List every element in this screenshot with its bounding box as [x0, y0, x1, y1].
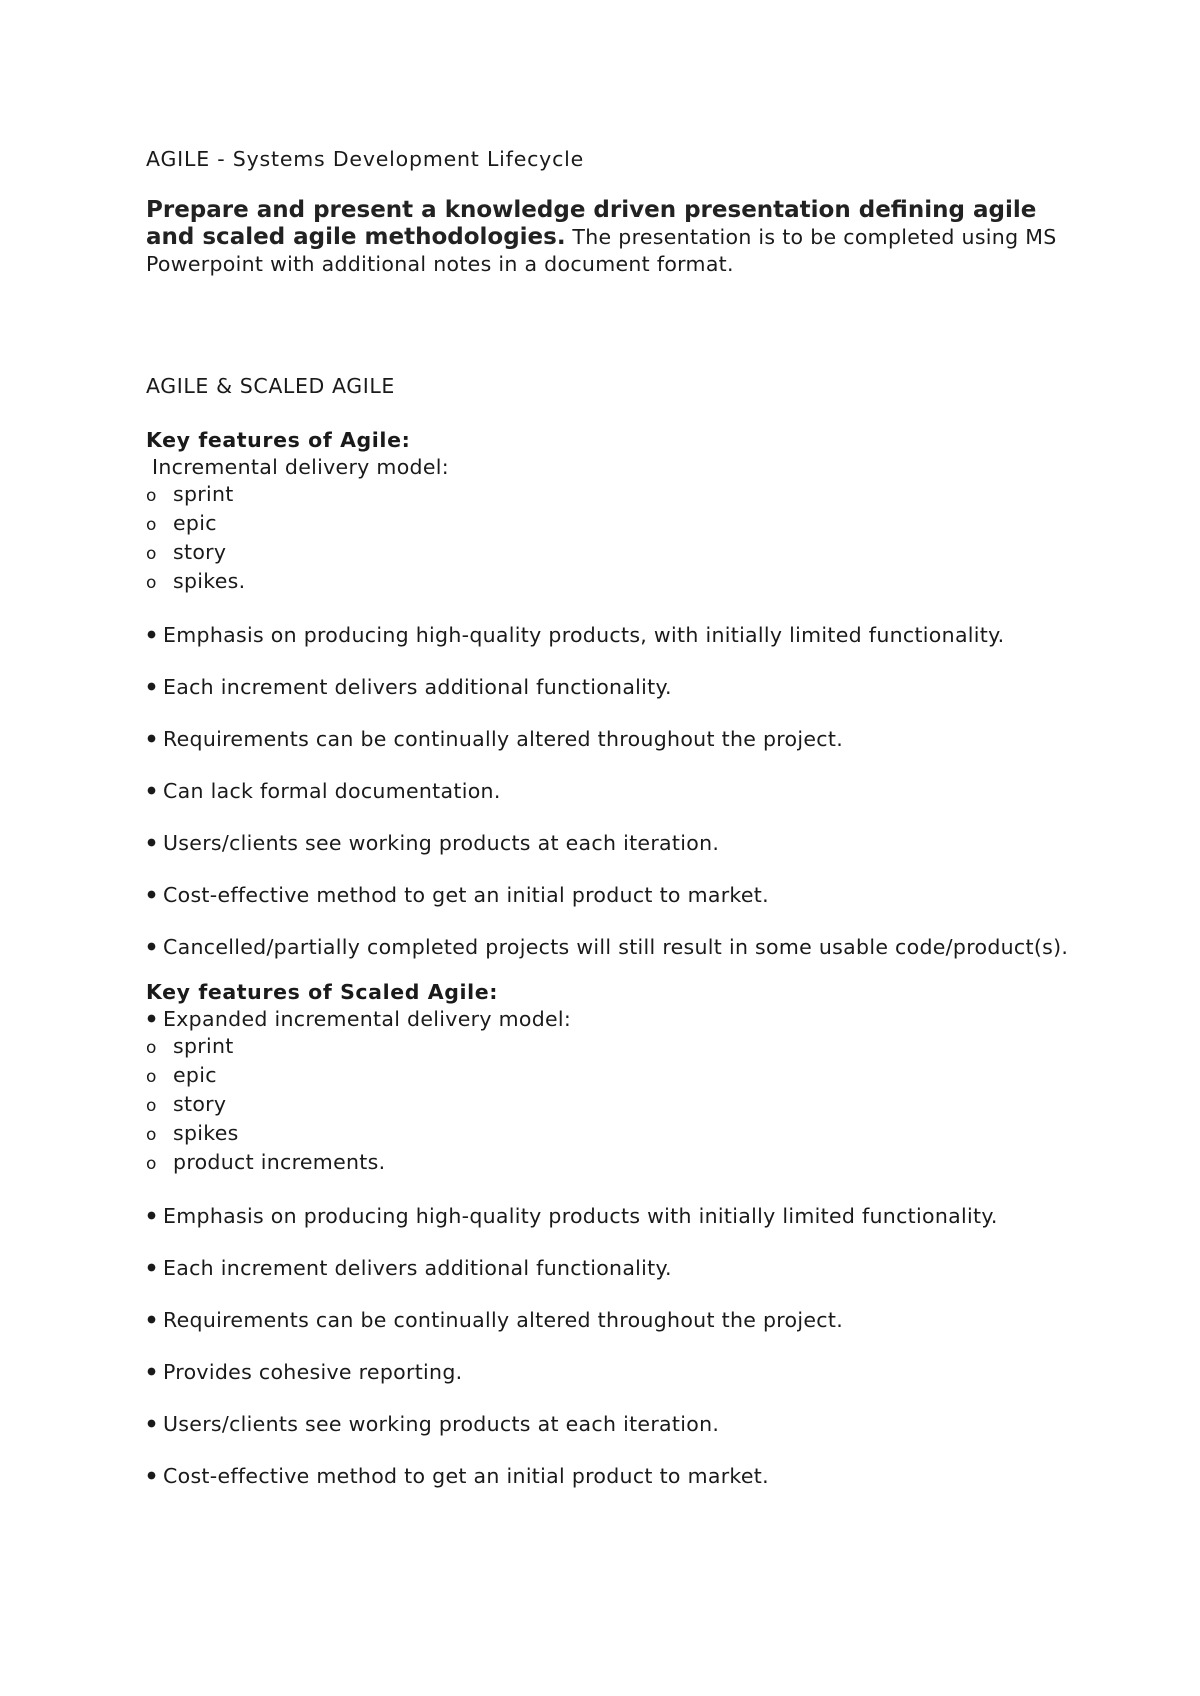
list-item: Each increment delivers additional functionality.	[146, 1255, 1086, 1282]
bullet-icon	[148, 839, 156, 847]
bullet-icon	[148, 1472, 156, 1480]
document-title: AGILE - Systems Development Lifecycle	[146, 147, 585, 171]
scaled-model-line: Expanded incremental delivery model:	[163, 1007, 572, 1031]
list-item: Users/clients see working products at each iteration.	[146, 1411, 1086, 1438]
circle-marker-icon: o	[146, 1125, 157, 1145]
agile-features-list	[146, 622, 1086, 961]
list-item: Emphasis on producing high-quality products with initially limited functionality.	[146, 1203, 1086, 1230]
bullet-icon	[148, 1264, 156, 1272]
list-item: Cancelled/partially completed projects will still result in some usable code/product(s).	[146, 934, 1086, 961]
list-item: Emphasis on producing high-quality products, with initially limited functionality.	[146, 622, 1086, 649]
list-item: Requirements can be continually altered throughout the project.	[146, 726, 1086, 753]
list-item: o story	[146, 539, 1086, 568]
section-title: AGILE & SCALED AGILE	[146, 374, 395, 398]
agile-features-heading: Key features of Agile:	[146, 428, 411, 452]
circle-marker-icon: o	[146, 544, 157, 564]
scaled-features-list	[146, 1203, 1086, 1490]
bullet-icon	[148, 1368, 156, 1376]
bullet-icon	[148, 631, 156, 639]
list-item: o sprint	[146, 1033, 1086, 1062]
circle-marker-icon: o	[146, 573, 157, 593]
list-item: Cost-effective method to get an initial product to market.	[146, 882, 1086, 909]
scaled-features-heading: Key features of Scaled Agile:	[146, 980, 499, 1004]
circle-marker-icon: o	[146, 515, 157, 535]
intro-rest: The presentation is to be completed using MS Powerpoint with additional notes in a document format.	[146, 225, 1057, 276]
bullet-icon	[148, 683, 156, 691]
circle-marker-icon: o	[146, 1096, 157, 1116]
circle-marker-icon: o	[146, 1067, 157, 1087]
circle-marker-icon: o	[146, 1154, 157, 1174]
list-item: o sprint	[146, 481, 1086, 510]
list-item: Provides cohesive reporting.	[146, 1359, 1086, 1386]
list-item: Each increment delivers additional functionality.	[146, 674, 1086, 701]
list-item: o spikes.	[146, 568, 1086, 597]
list-item: o product increments.	[146, 1149, 1086, 1178]
circle-marker-icon: o	[146, 486, 157, 506]
list-item: Cost-effective method to get an initial product to market.	[146, 1463, 1086, 1490]
list-item: Can lack formal documentation.	[146, 778, 1086, 805]
list-item: o story	[146, 1091, 1086, 1120]
list-item: o epic	[146, 510, 1086, 539]
list-item: Requirements can be continually altered throughout the project.	[146, 1307, 1086, 1334]
circle-marker-icon: o	[146, 1038, 157, 1058]
bullet-icon	[148, 891, 156, 899]
bullet-icon	[148, 1316, 156, 1324]
bullet-icon	[148, 1420, 156, 1428]
bullet-icon	[148, 943, 156, 951]
document-content	[146, 146, 1086, 1515]
agile-model-line: Incremental delivery model:	[152, 455, 449, 479]
bullet-icon	[148, 735, 156, 743]
agile-model-list	[146, 481, 1086, 597]
list-item: o spikes	[146, 1120, 1086, 1149]
scaled-model-line-row	[146, 1006, 1086, 1033]
intro-lead: Prepare and present a knowledge driven presentation defining agile and scaled agile methodologies.	[146, 197, 1037, 250]
bullet-icon	[148, 787, 156, 795]
scaled-model-list	[146, 1033, 1086, 1178]
list-item: Users/clients see working products at each iteration.	[146, 830, 1086, 857]
list-item: o epic	[146, 1062, 1086, 1091]
bullet-icon	[148, 1212, 156, 1220]
bullet-icon	[148, 1015, 156, 1023]
intro-paragraph	[146, 197, 1086, 278]
